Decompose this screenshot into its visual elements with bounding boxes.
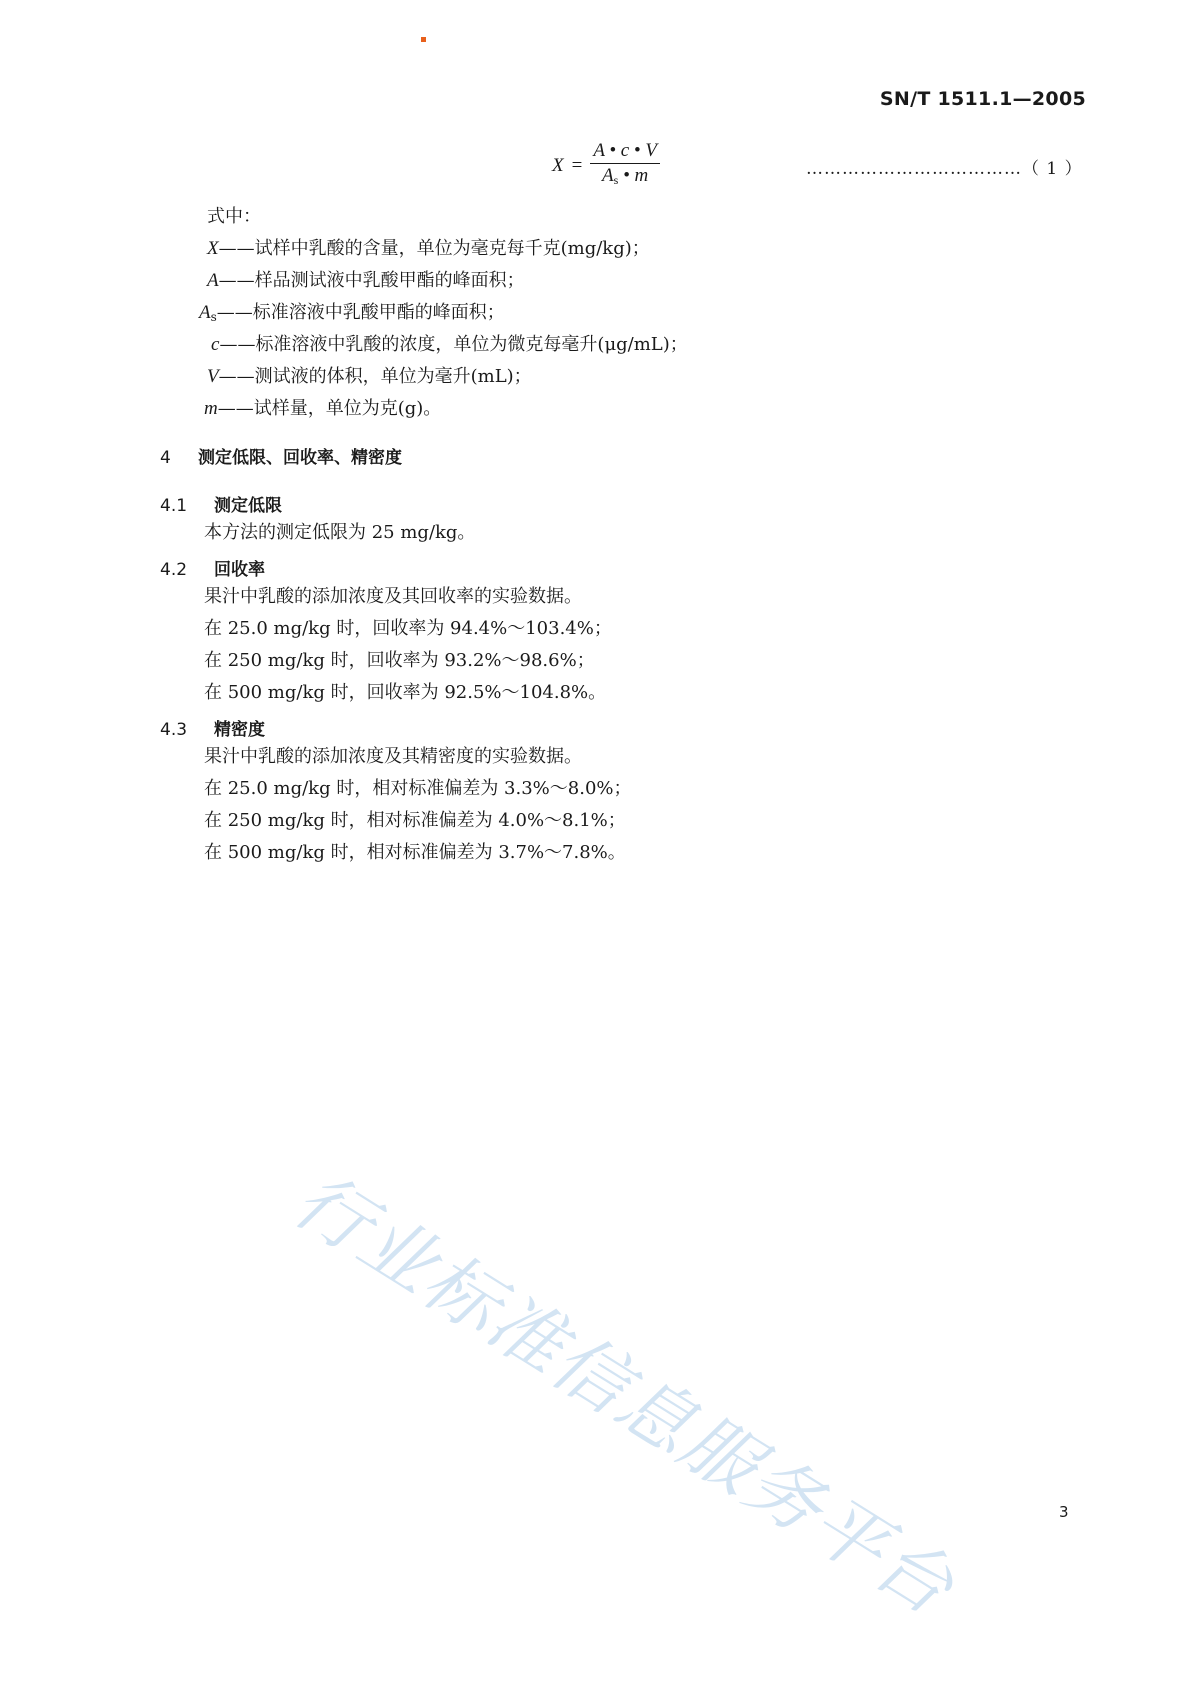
where-item-c: [211, 333, 688, 357]
section-4-1-line: 本方法的测定低限为 25 mg/kg。: [204, 522, 476, 543]
where-item-m: [204, 397, 441, 421]
where-item-a-text: ——样品测试液中乳酸甲酯的峰面积；: [218, 270, 525, 291]
where-item-x-text: ——试样中乳酸的含量，单位为毫克每千克(mg/kg)；: [218, 238, 650, 259]
section-4-3-line: 在 250 mg/kg 时，相对标准偏差为 4.0%～8.1%；: [204, 810, 626, 831]
formula-equals: =: [571, 154, 583, 176]
formula: [552, 140, 660, 191]
section-4-2-line: 在 500 mg/kg 时，回收率为 92.5%～104.8%。: [204, 682, 607, 703]
section-4-2-number: 4.2: [160, 560, 188, 580]
where-item-as-text: ——标准溶液中乳酸甲酯的峰面积；: [216, 302, 505, 323]
symbol-x: X: [207, 238, 219, 259]
symbol-m: m: [204, 398, 218, 419]
section-4-title: 测定低限、回收率、精密度: [198, 448, 402, 468]
section-4-3-line: 在 500 mg/kg 时，相对标准偏差为 3.7%～7.8%。: [204, 842, 626, 863]
denominator-a: A: [602, 165, 614, 186]
where-item-a: [207, 269, 525, 293]
section-4-3-line: 在 25.0 mg/kg 时，相对标准偏差为 3.3%～8.0%；: [204, 778, 632, 799]
denominator-subscript: s: [613, 173, 619, 187]
section-4-2-line: 果汁中乳酸的添加浓度及其回收率的实验数据。: [204, 586, 582, 607]
equation-number: ………………………………（ 1 ）: [806, 159, 1083, 179]
formula-numerator: A • c • V: [590, 140, 660, 164]
section-4-2-heading: [160, 555, 265, 580]
section-4-3-number: 4.3: [160, 720, 188, 740]
section-4-3-title: 精密度: [214, 720, 265, 740]
section-4-2-line: 在 25.0 mg/kg 时，回收率为 94.4%～103.4%；: [204, 618, 612, 639]
denominator-rest: • m: [618, 165, 649, 186]
watermark: 行业标准信息服务平台: [279, 1156, 970, 1633]
orange-marker: [421, 37, 426, 42]
standard-code: SN/T 1511.1—2005: [879, 88, 1086, 110]
section-4-1-title: 测定低限: [214, 496, 282, 516]
symbol-v: V: [207, 366, 219, 387]
section-4-3-heading: [160, 715, 265, 740]
section-4-2-line: 在 250 mg/kg 时，回收率为 93.2%～98.6%；: [204, 650, 595, 671]
symbol-c: c: [211, 334, 220, 355]
section-4-number: 4: [160, 448, 171, 468]
where-item-v-text: ——测试液的体积，单位为毫升(mL)；: [218, 366, 532, 387]
section-4-2-title: 回收率: [214, 560, 265, 580]
section-4-1-number: 4.1: [160, 496, 188, 516]
formula-lhs: X: [552, 154, 564, 176]
section-4-3-line: 果汁中乳酸的添加浓度及其精密度的实验数据。: [204, 746, 582, 767]
where-item-v: [207, 365, 532, 389]
symbol-a: A: [207, 270, 219, 291]
formula-denominator: [599, 164, 651, 191]
symbol-as: A: [199, 302, 211, 323]
where-item-c-text: ——标准溶液中乳酸的浓度，单位为微克每毫升(μg/mL)；: [219, 334, 688, 355]
where-item-m-text: ——试样量，单位为克(g)。: [217, 398, 442, 419]
page-number: 3: [1059, 1503, 1069, 1521]
symbol-as-subscript: s: [210, 310, 217, 324]
section-4-1-heading: [160, 491, 282, 516]
where-intro: 式中：: [207, 206, 261, 227]
formula-fraction: [590, 140, 660, 191]
where-item-as: [199, 301, 505, 329]
where-item-x: [207, 237, 650, 261]
section-4-heading: [160, 443, 402, 468]
